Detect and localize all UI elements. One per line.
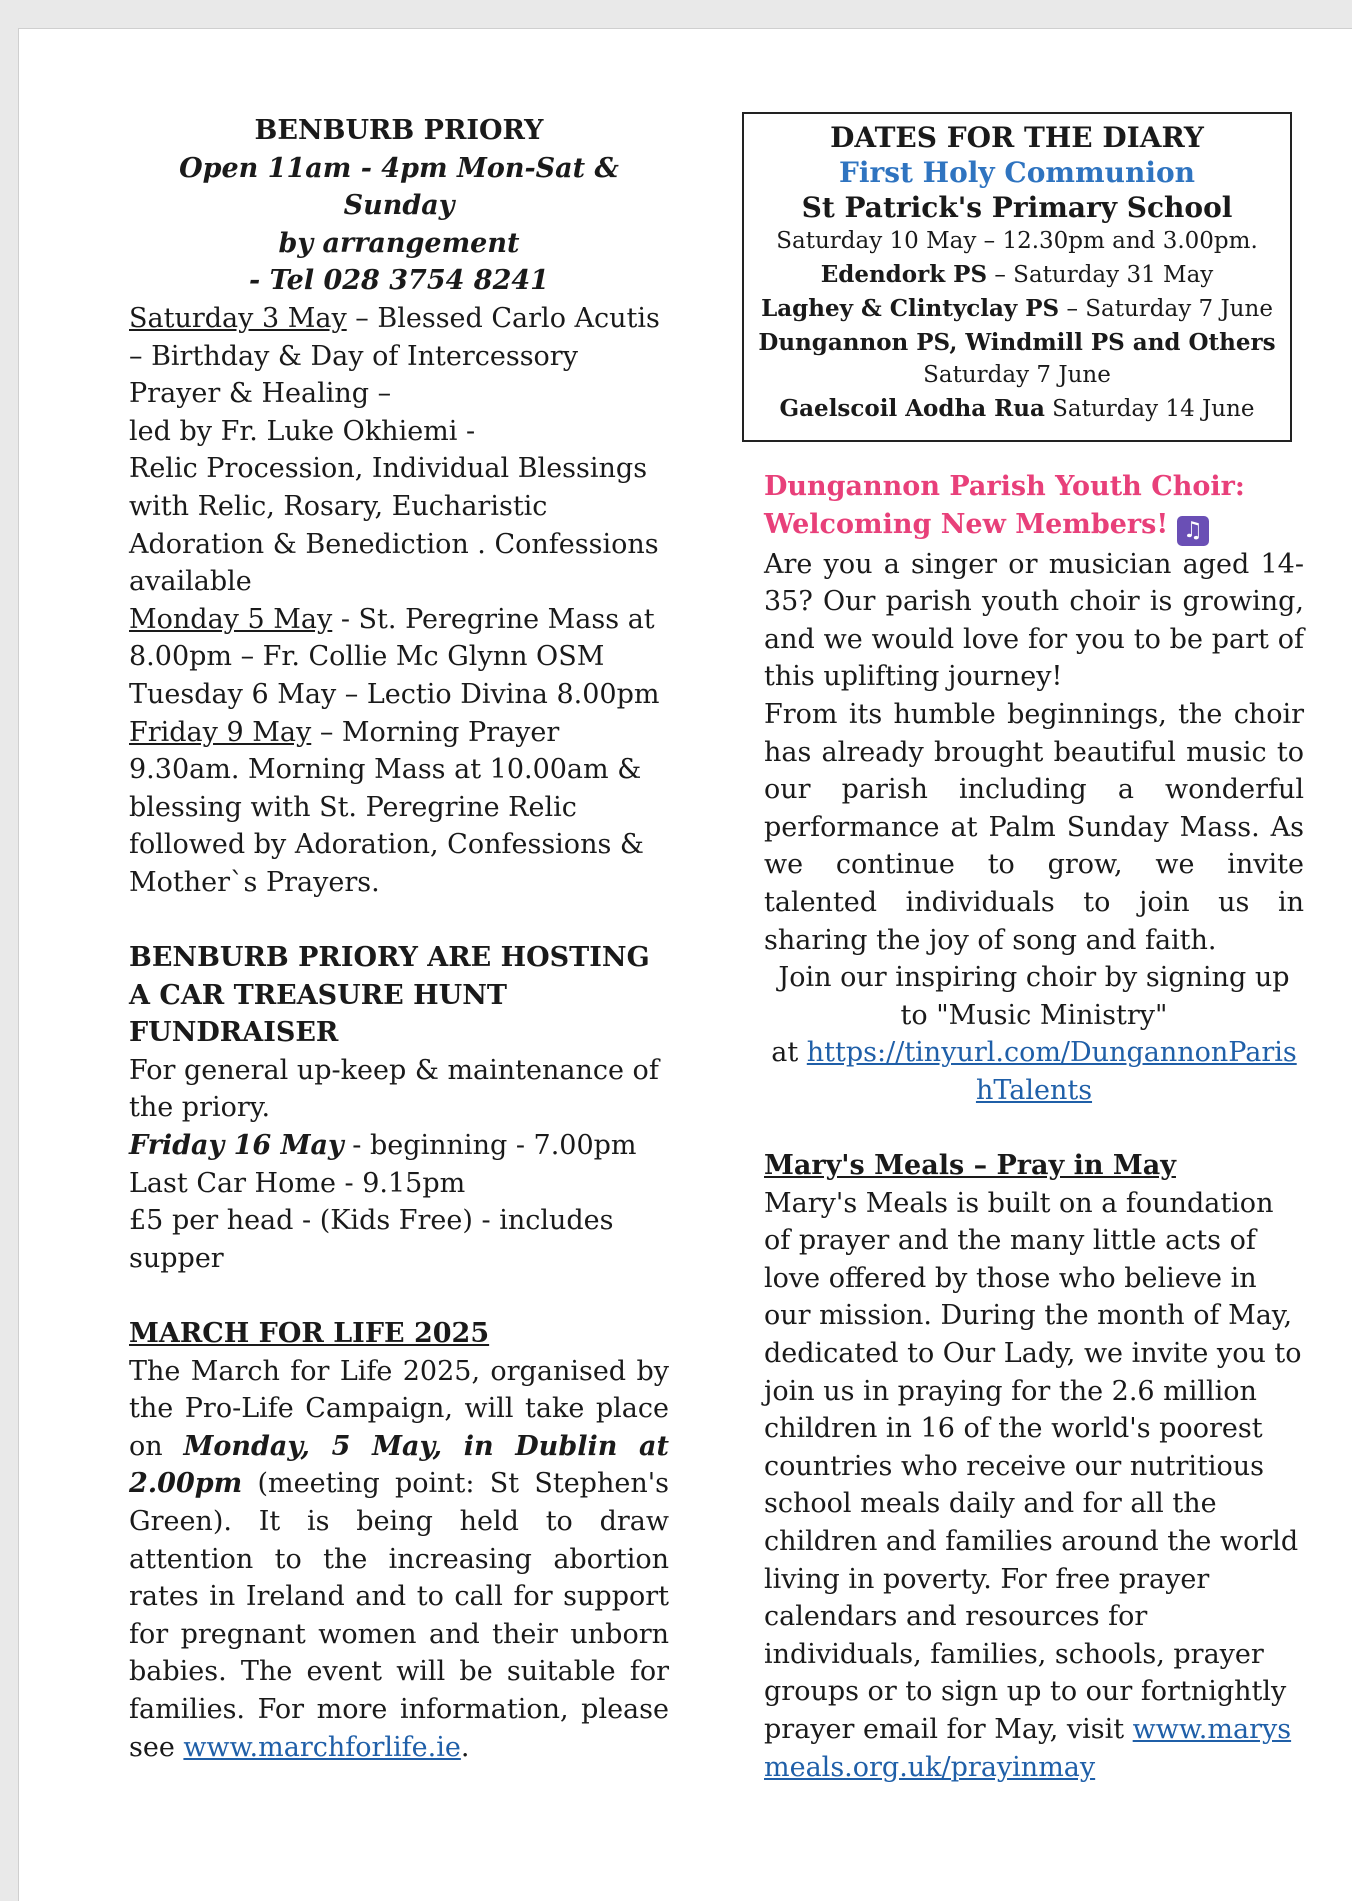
marys-meals-text: Mary's Meals is built on a foundation of prayer and the many little acts of love offered by those who believe in our mission. During the month of May, dedicated to Our Lady, we invite you to join us in praying for the 2.6 million children in 16 of the world's poorest countries who receive our nutritious school meals daily and for all the children and families around the world living in poverty. For free prayer calendars and resources for individuals, families, schools, prayer groups or to sign up to our fortnightly prayer email for May, visit <box>764 1187 1302 1745</box>
newsletter-page <box>18 28 1352 1901</box>
saturday-3-may-date: Saturday 3 May <box>129 302 347 334</box>
march-for-life-heading: MARCH FOR LIFE 2025 <box>129 1318 490 1349</box>
choir-heading-2-line <box>764 506 1304 546</box>
benburb-open-arrangement: by arrangement <box>278 227 520 259</box>
choir-heading-1: Dungannon Parish Youth Choir: <box>764 471 1245 502</box>
marys-meals-heading: Mary's Meals – Pray in May <box>764 1150 1176 1182</box>
diary-laghey: Laghey & Clintyclay PS <box>761 295 1060 322</box>
choir-at: at <box>771 1037 807 1069</box>
choir-heading-2: Welcoming New Members! <box>764 508 1169 540</box>
diary-gaelscoil: Gaelscoil Aodha Rua <box>779 395 1045 422</box>
saturday-3-may-text: – Blessed Carlo Acutis – Birthday & Day of Intercessory Prayer & Healing – <box>129 302 660 410</box>
friday-16-may-date: Friday 16 May <box>129 1130 344 1162</box>
diary-gaelscoil-date: Saturday 14 June <box>1044 396 1255 422</box>
benburb-monday-event <box>129 601 669 676</box>
benburb-telephone: - Tel 028 3754 8241 <box>249 265 549 297</box>
diary-school: St Patrick's Primary School <box>801 191 1233 224</box>
diary-edendork-date: – Saturday 31 May <box>987 262 1214 288</box>
diary-subtitle: First Holy Communion <box>838 156 1196 189</box>
marys-meals-link[interactable]: www.marysmeals.org.uk/prayinmay <box>764 1714 1292 1783</box>
march-for-life-body <box>129 1353 669 1767</box>
dates-for-diary-box <box>742 112 1292 442</box>
diary-line-1: Saturday 10 May – 12.30pm and 3.00pm. <box>776 228 1258 254</box>
benburb-tuesday-event: Tuesday 6 May – Lectio Divina 8.00pm <box>129 678 660 710</box>
march-date-place: Monday, 5 May, in Dublin at 2.00pm <box>129 1430 670 1500</box>
march-text-2: (meeting point: St Stephen's Green). It is being held to draw attention to the increasing abortion rates in Ireland and to call for support for pregnant women and their unborn babies. The event will be suitable for families. For more information, please see <box>129 1468 669 1763</box>
music-notes-icon: ♫ <box>1177 516 1209 546</box>
monday-5-may-text: - St. Peregrine Mass at 8.00pm – Fr. Collie Mc Glynn OSM <box>129 603 655 673</box>
choir-link-line <box>764 1034 1304 1109</box>
benburb-saturday-event <box>129 300 669 413</box>
treasure-hunt-price: £5 per head - (Kids Free) - includes supper <box>129 1205 614 1274</box>
treasure-hunt-last-car: Last Car Home - 9.15pm <box>129 1167 466 1199</box>
march-text-1: The March for Life 2025, organised by the Pro-Life Campaign, will take place on <box>129 1355 669 1462</box>
march-for-life-link[interactable]: www.marchforlife.ie <box>183 1731 461 1763</box>
choir-paragraph-1: Are you a singer or musician aged 14-35? Our parish youth choir is growing, and we would love for you to be part of this uplifting journey! <box>764 548 1304 693</box>
diary-line-3 <box>754 292 1280 326</box>
choir-paragraph-2: From its humble beginnings, the choir has already brought beautiful music to our parish including a wonderful performance at Palm Sunday Mass. As we continue to grow, we invite talented individuals to join us in sharing the joy of song and faith. <box>764 698 1304 956</box>
treasure-hunt-date <box>129 1127 669 1165</box>
diary-title: DATES FOR THE DIARY <box>830 121 1204 154</box>
marys-meals-body <box>764 1185 1304 1787</box>
left-column <box>129 112 669 1766</box>
friday-9-may-text: – Morning Prayer 9.30am. Morning Mass at 10.00am & blessing with St. Peregrine Relic followed by Adoration, Confessions & Mother`s Prayers. <box>129 716 644 898</box>
friday-16-may-text: - beginning - 7.00pm <box>343 1130 637 1162</box>
treasure-hunt-purpose: For general up-keep & maintenance of the priory. <box>129 1054 659 1124</box>
friday-9-may-date: Friday 9 May <box>129 716 312 748</box>
diary-line-6 <box>754 392 1280 426</box>
diary-line-2 <box>754 258 1280 292</box>
treasure-hunt-heading: BENBURB PRIORY ARE HOSTING A CAR TREASURE HUNT FUNDRAISER <box>129 942 650 1049</box>
diary-line-5: Saturday 7 June <box>923 362 1111 388</box>
benburb-friday-event <box>129 714 669 902</box>
choir-signup-link[interactable]: https://tinyurl.com/DungannonParishTalents <box>806 1037 1297 1106</box>
diary-edendork: Edendork PS <box>820 261 988 288</box>
benburb-open-hours: Open 11am - 4pm Mon-Sat & Sunday <box>179 152 619 222</box>
benburb-title: BENBURB PRIORY <box>254 115 544 146</box>
benburb-relic-procession: Relic Procession, Individual Blessings with Relic, Rosary, Eucharistic Adoration & Benediction . Confessions available <box>129 453 659 598</box>
right-column <box>758 112 1304 1786</box>
monday-5-may-date: Monday 5 May <box>129 603 333 635</box>
march-text-end: . <box>460 1731 470 1763</box>
benburb-led-by: led by Fr. Luke Okhiemi - <box>129 415 476 447</box>
choir-paragraph-3: Join our inspiring choir by signing up to "Music Ministry" <box>778 962 1290 1031</box>
diary-laghey-date: – Saturday 7 June <box>1059 296 1273 322</box>
diary-line-4: Dungannon PS, Windmill PS and Others <box>758 329 1276 356</box>
